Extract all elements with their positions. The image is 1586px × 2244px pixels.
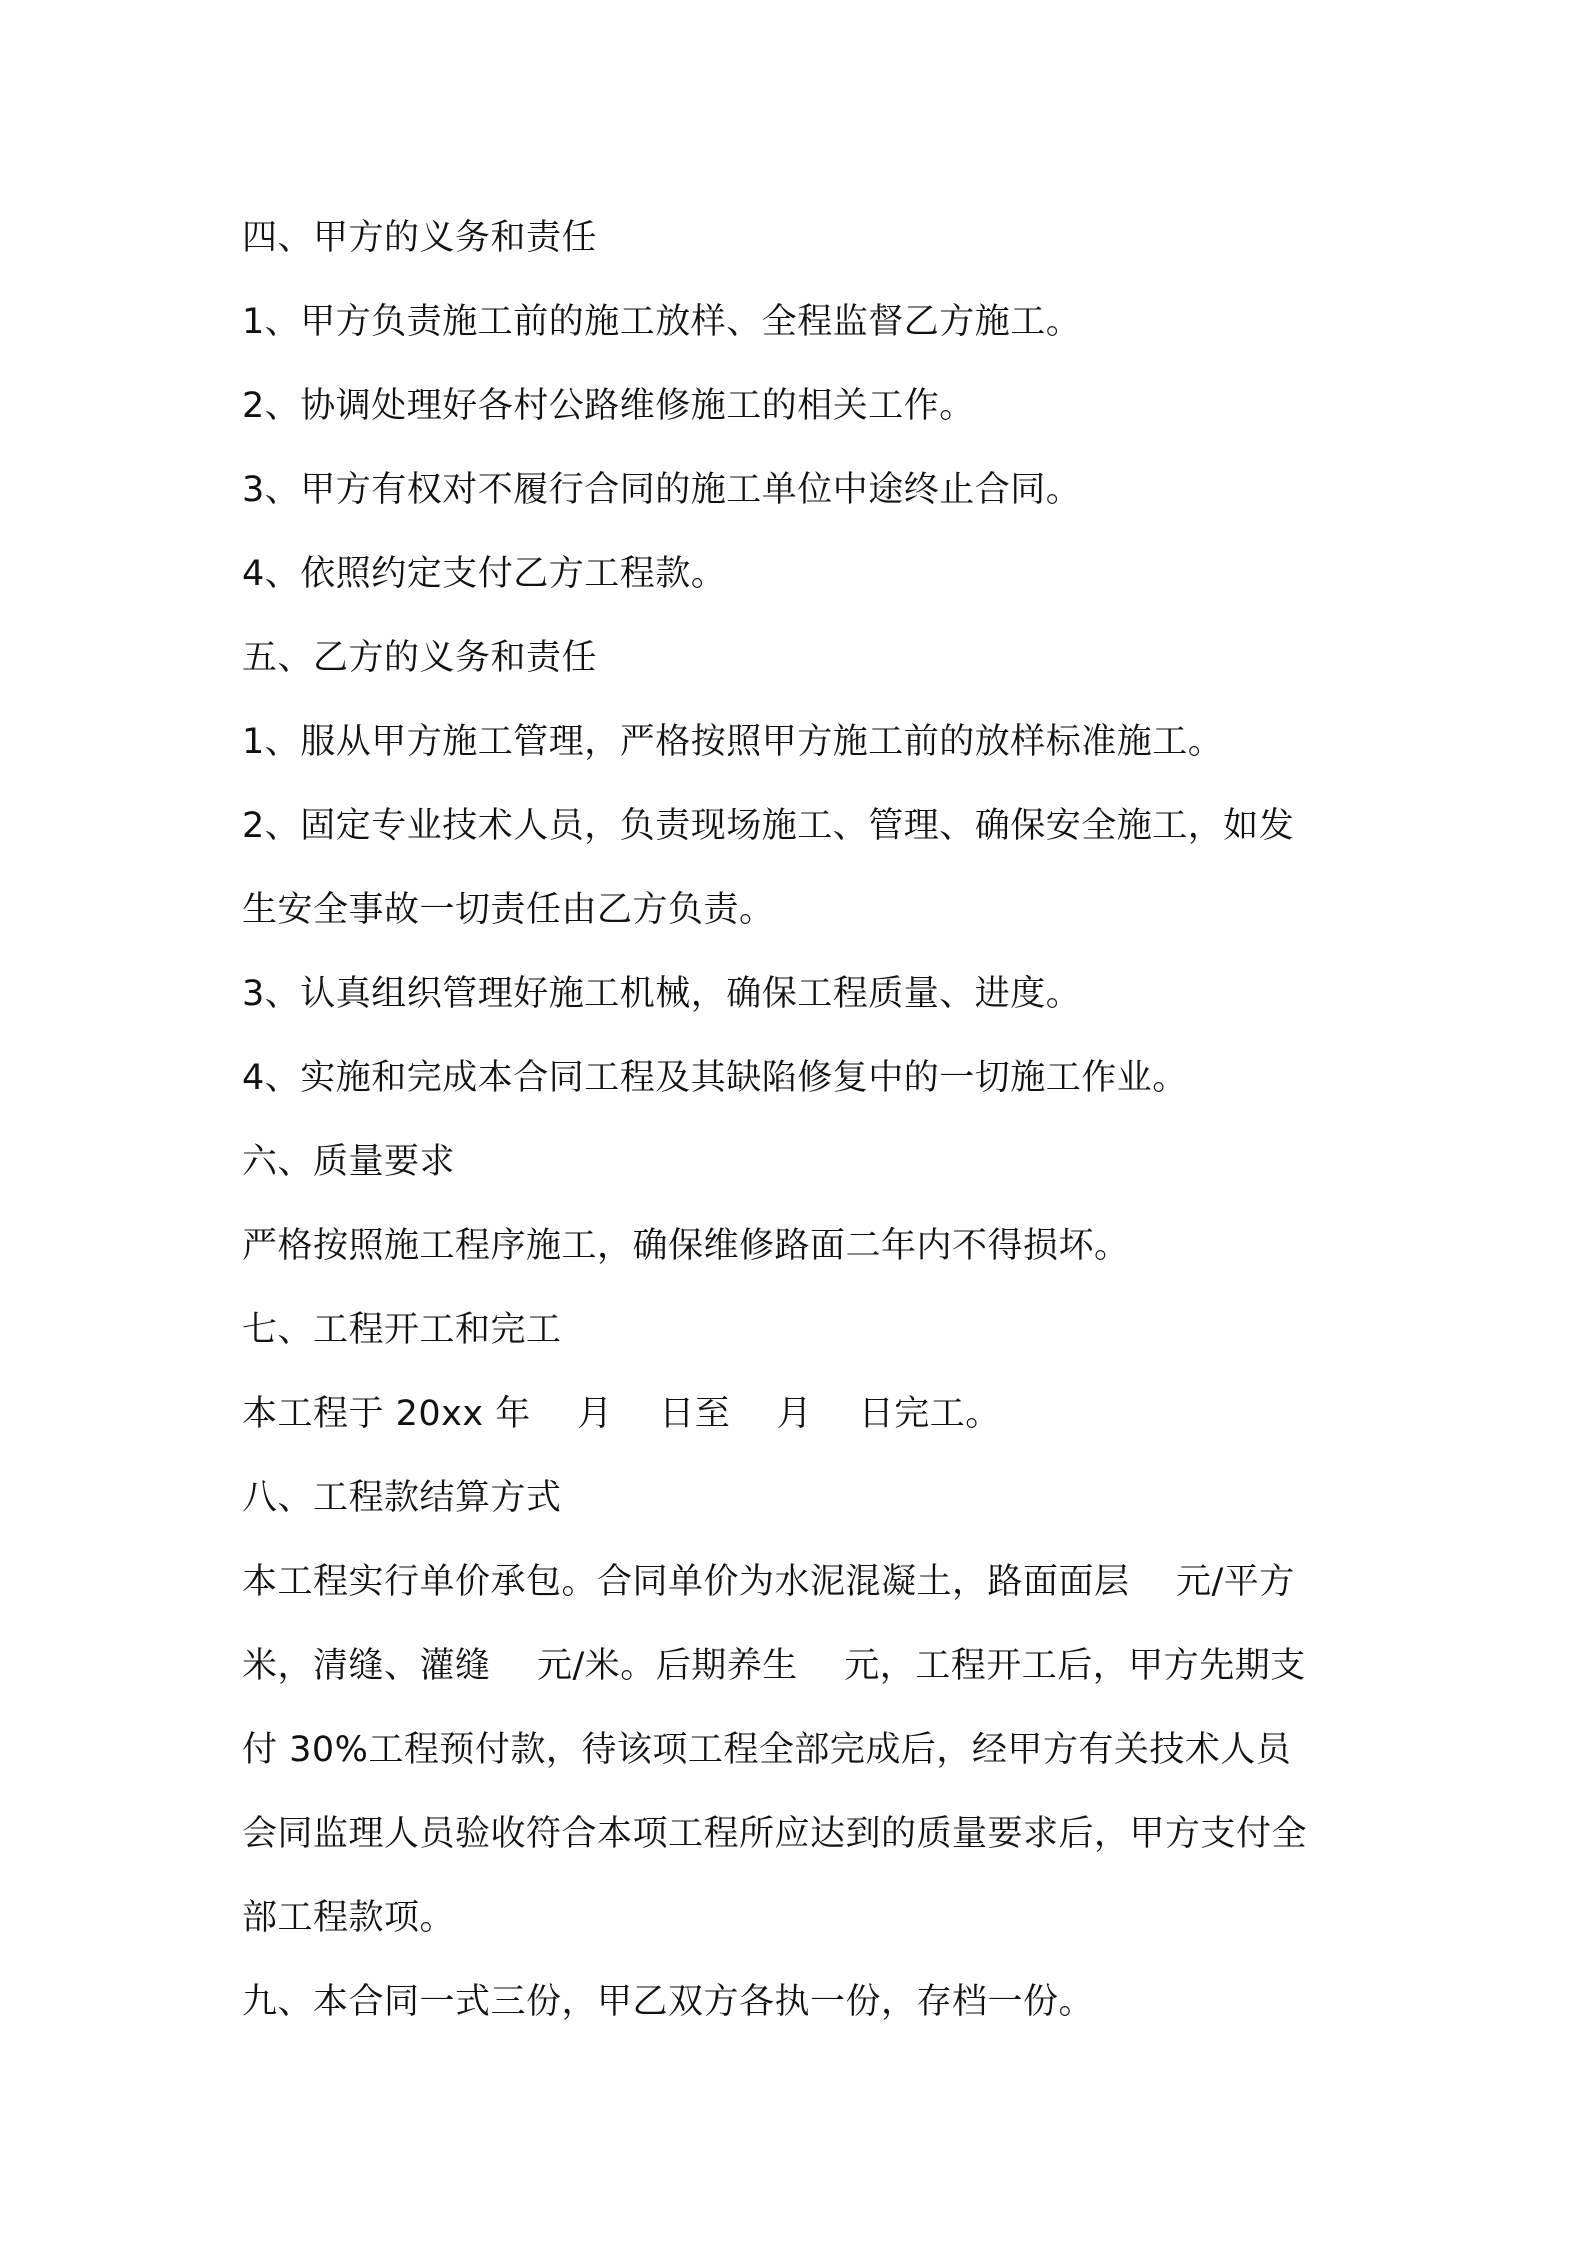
payment-text-line-2: 米，清缝、灌缝 元/米。后期养生 元，工程开工后，甲方先期支 — [242, 1646, 1306, 1686]
clause-5-2: 2、固定专业技术人员，负责现场施工、管理、确保安全施工，如发 — [242, 806, 1295, 846]
schedule-text: 本工程于 20xx 年 月 日至 月 日完工。 — [242, 1394, 1001, 1434]
clause-4-3: 3、甲方有权对不履行合同的施工单位中途终止合同。 — [242, 470, 1082, 510]
contract-text — [242, 196, 1362, 2044]
clause-5-2-continued: 生安全事故一切责任由乙方负责。 — [242, 890, 775, 930]
quality-requirement: 严格按照施工程序施工，确保维修路面二年内不得损坏。 — [242, 1226, 1130, 1266]
clause-5-4: 4、实施和完成本合同工程及其缺陷修复中的一切施工作业。 — [242, 1058, 1188, 1098]
clause-4-2: 2、协调处理好各村公路维修施工的相关工作。 — [242, 386, 975, 426]
payment-text-line-1: 本工程实行单价承包。合同单价为水泥混凝土，路面面层 元/平方 — [242, 1562, 1295, 1602]
section-heading-8: 八、工程款结算方式 — [242, 1478, 562, 1518]
payment-text-line-3: 付 30%工程预付款，待该项工程全部完成后，经甲方有关技术人员 — [242, 1730, 1292, 1770]
clause-5-1: 1、服从甲方施工管理，严格按照甲方施工前的放样标准施工。 — [242, 722, 1224, 762]
section-heading-4: 四、甲方的义务和责任 — [242, 218, 598, 258]
payment-text-line-5: 部工程款项。 — [242, 1898, 456, 1938]
section-heading-5: 五、乙方的义务和责任 — [242, 638, 598, 678]
section-heading-9: 九、本合同一式三份，甲乙双方各执一份，存档一份。 — [242, 1982, 1095, 2022]
clause-4-1: 1、甲方负责施工前的施工放样、全程监督乙方施工。 — [242, 302, 1082, 342]
section-heading-6: 六、质量要求 — [242, 1142, 456, 1182]
section-heading-7: 七、工程开工和完工 — [242, 1310, 562, 1350]
clause-4-4: 4、依照约定支付乙方工程款。 — [242, 554, 727, 594]
clause-5-3: 3、认真组织管理好施工机械，确保工程质量、进度。 — [242, 974, 1082, 1014]
payment-text-line-4: 会同监理人员验收符合本项工程所应达到的质量要求后，甲方支付全 — [242, 1814, 1308, 1854]
